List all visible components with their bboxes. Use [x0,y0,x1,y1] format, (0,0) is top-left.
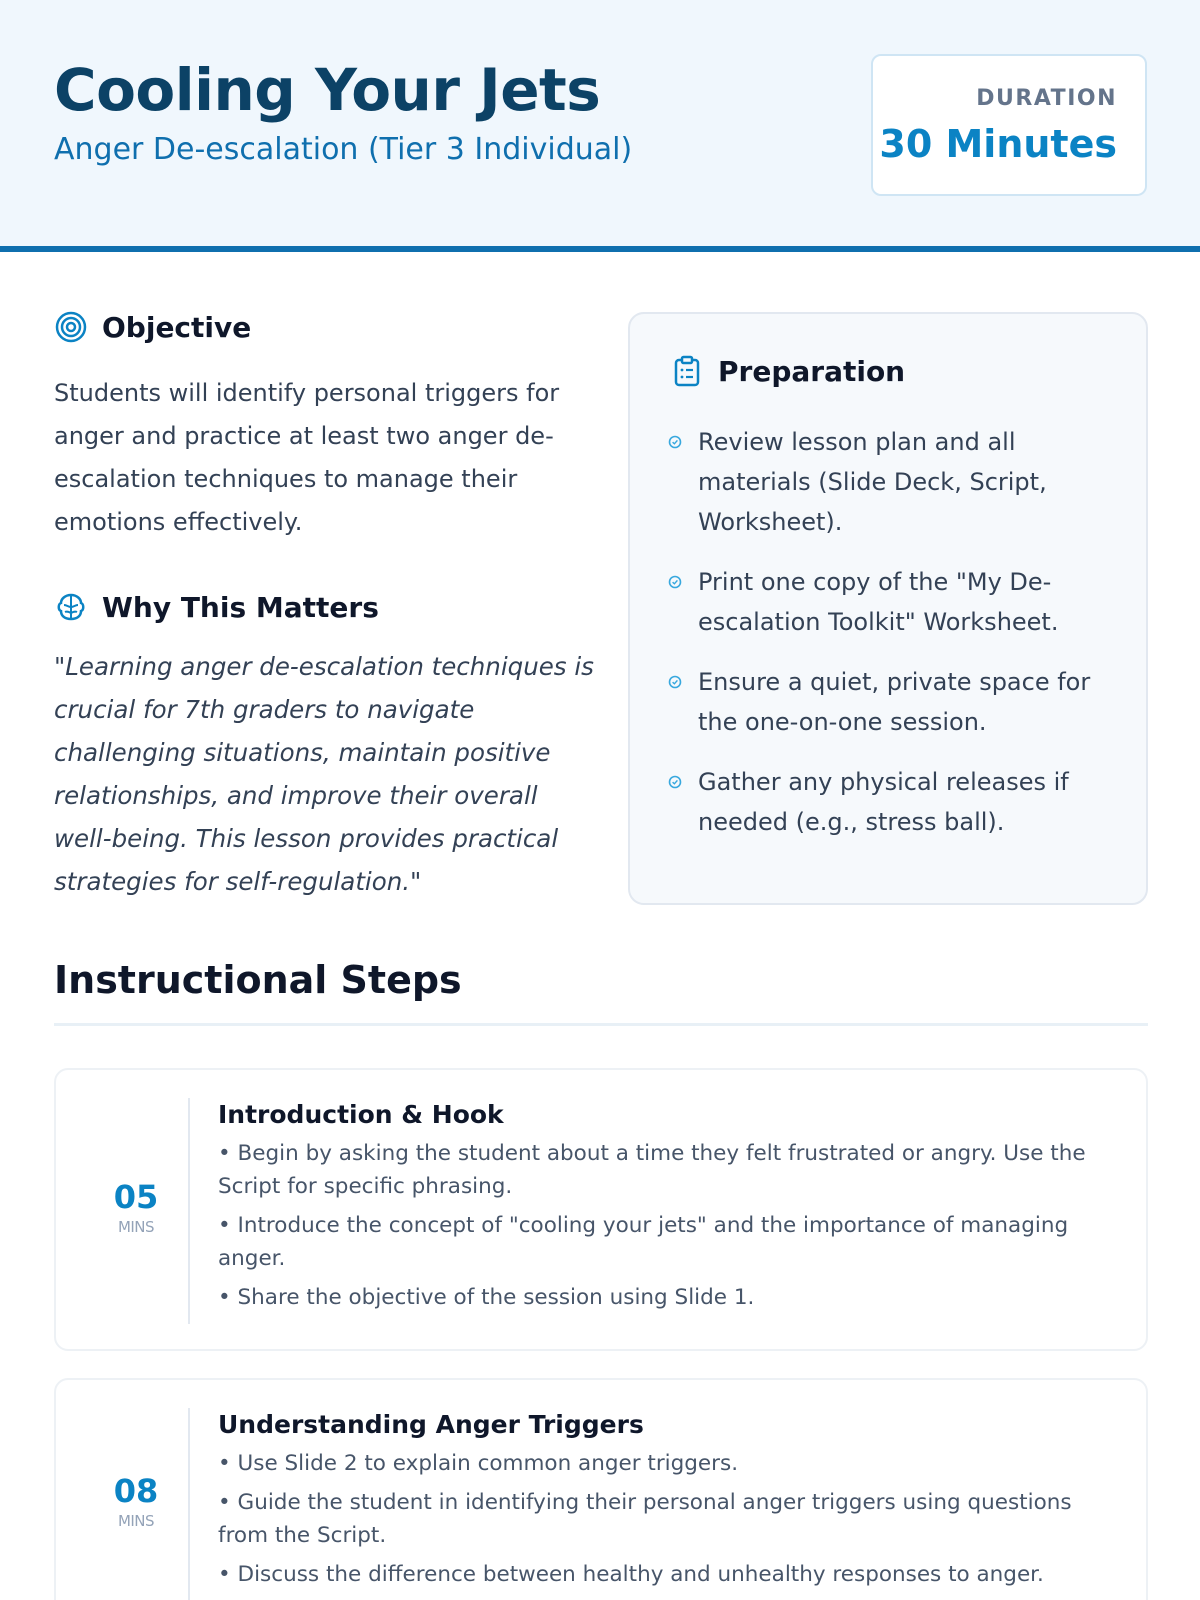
preparation-heading-label: Preparation [718,354,906,388]
step-card [54,1378,1148,1600]
preparation-list [668,422,1128,862]
why-quote: "Learning anger de-escalation techniques is crucial for 7th graders to navigate challenging situations, maintain positive relationships, and improve their overall well-being. This lesson provides practical strategies for self-regulation." [54,652,594,896]
preparation-item: Review lesson plan and all materials (Slide Deck, Script, Worksheet). [668,422,1128,542]
step-point: • Discuss the difference between healthy and unhealthy responses to anger. [218,1558,1128,1591]
check-circle-icon [668,775,682,789]
step-card [54,1068,1148,1351]
preparation-item: Ensure a quiet, private space for the one-on-one session. [668,662,1128,742]
preparation-item: Gather any physical releases if needed (e.g., stress ball). [668,762,1128,842]
preparation-heading [670,354,905,388]
check-circle-icon [668,435,682,449]
step-divider [188,1408,190,1600]
step-title: Understanding Anger Triggers [218,1410,644,1439]
brain-icon [54,590,88,624]
steps-divider [54,1023,1148,1026]
duration-card [871,54,1147,196]
step-body [218,1410,1128,1597]
step-minutes: 08 [113,1472,159,1510]
step-point: • Begin by asking the student about a time they felt frustrated or angry. Use the Script for specific phrasing. [218,1137,1128,1203]
objective-text: Students will identify personal triggers for anger and practice at least two anger de-escalation techniques to manage their emotions effectively. [54,379,560,536]
step-point: • Use Slide 2 to explain common anger triggers. [218,1447,1128,1480]
check-circle-icon [668,575,682,589]
step-points [218,1447,1128,1591]
objective-heading [54,310,251,344]
clipboard-icon [670,354,704,388]
duration-label: DURATION [976,86,1117,111]
page-title: Cooling Your Jets [54,56,601,124]
step-duration [56,1472,216,1530]
step-duration [56,1178,216,1236]
lesson-header [0,0,1200,252]
step-point: • Share the objective of the session using Slide 1. [218,1281,1128,1314]
step-point: • Guide the student in identifying their personal anger triggers using questions from the Script. [218,1486,1128,1552]
steps-heading: Instructional Steps [54,958,462,1002]
step-minutes-unit: MINS [117,1512,155,1530]
target-icon [54,310,88,344]
step-minutes-unit: MINS [117,1218,155,1236]
why-heading [54,590,379,624]
step-divider [188,1098,190,1324]
why-heading-label: Why This Matters [102,590,379,624]
step-points [218,1137,1128,1314]
page-subtitle: Anger De-escalation (Tier 3 Individual) [54,132,633,167]
step-body [218,1100,1128,1320]
check-circle-icon [668,675,682,689]
step-minutes: 05 [113,1178,159,1216]
step-point: • Introduce the concept of "cooling your jets" and the importance of managing anger. [218,1209,1128,1275]
objective-heading-label: Objective [102,310,252,344]
duration-value: 30 Minutes [879,122,1117,166]
preparation-item: Print one copy of the "My De-escalation Toolkit" Worksheet. [668,562,1128,642]
step-title: Introduction & Hook [218,1100,504,1129]
preparation-card [628,312,1148,905]
